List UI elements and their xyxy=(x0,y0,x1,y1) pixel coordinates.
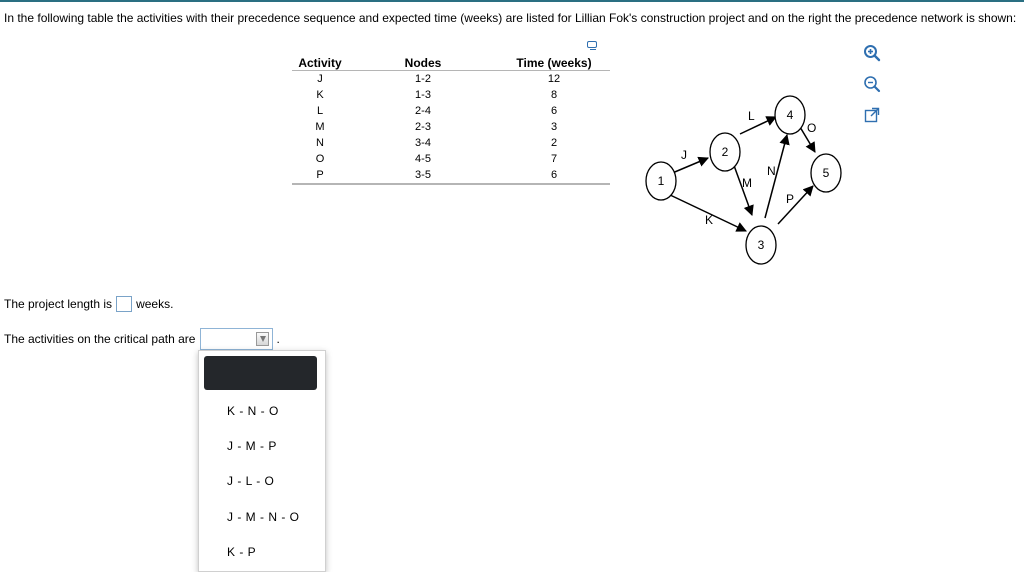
node-4 xyxy=(775,96,805,134)
activity-cell: J xyxy=(317,73,323,85)
edge-label-p: P xyxy=(786,192,795,206)
critical-path-select[interactable] xyxy=(200,328,273,350)
header-nodes: Nodes xyxy=(348,55,498,71)
table-row xyxy=(292,167,610,184)
edge-label-o: O xyxy=(807,121,817,135)
edge-label-n: N xyxy=(767,164,776,178)
node-label-5: 5 xyxy=(822,166,830,180)
dropdown-option[interactable]: J - M - P xyxy=(227,439,277,453)
critical-path-dropdown xyxy=(198,350,326,572)
node-1 xyxy=(646,162,676,200)
nodes-cell: 3-4 xyxy=(415,137,431,149)
dropdown-option-blank[interactable] xyxy=(204,356,317,390)
dropdown-option[interactable]: K - N - O xyxy=(227,404,279,418)
dropdown-option[interactable]: J - L - O xyxy=(227,474,275,488)
zoom-out-icon[interactable] xyxy=(863,75,881,93)
node-label-1: 1 xyxy=(657,174,665,188)
header-time: Time (weeks) xyxy=(498,55,610,71)
edge-l xyxy=(740,117,776,134)
zoom-in-icon[interactable] xyxy=(863,44,881,62)
nodes-cell: 2-4 xyxy=(415,105,431,117)
dropdown-option[interactable]: K - P xyxy=(227,545,257,559)
time-cell: 12 xyxy=(547,73,561,85)
table-row xyxy=(292,103,610,119)
time-cell: 3 xyxy=(550,121,558,133)
edge-label-j: J xyxy=(681,148,687,162)
top-accent-line xyxy=(0,0,1024,2)
activity-cell: K xyxy=(316,89,324,101)
time-cell: 6 xyxy=(550,105,558,117)
period-text: . xyxy=(276,332,280,346)
critical-path-label: The activities on the critical path are xyxy=(4,332,196,346)
copy-table-icon[interactable] xyxy=(587,41,597,48)
nodes-cell: 4-5 xyxy=(415,153,431,165)
time-cell: 6 xyxy=(498,167,610,184)
project-length-label: The project length is xyxy=(4,297,113,311)
project-length-input[interactable] xyxy=(116,296,132,312)
table-row xyxy=(292,151,610,167)
activity-cell: L xyxy=(316,105,324,117)
precedence-network xyxy=(630,80,870,270)
dropdown-option[interactable]: J - M - N - O xyxy=(227,510,300,524)
node-3 xyxy=(746,226,776,264)
nodes-cell: 3-5 xyxy=(348,167,498,184)
activity-table xyxy=(292,55,610,185)
activity-cell: N xyxy=(316,137,324,149)
node-5 xyxy=(811,154,841,192)
edge-label-k: K xyxy=(705,213,714,227)
activity-cell: M xyxy=(315,121,325,133)
time-cell: 2 xyxy=(550,137,558,149)
nodes-cell: 1-3 xyxy=(415,89,431,101)
node-label-3: 3 xyxy=(757,238,765,252)
table-row xyxy=(292,71,610,88)
node-2 xyxy=(710,133,740,171)
critical-path-question xyxy=(4,328,280,350)
time-cell: 7 xyxy=(550,153,558,165)
edge-p xyxy=(778,186,813,224)
edge-j xyxy=(670,158,708,174)
dropdown-arrow-icon[interactable] xyxy=(256,332,269,346)
activity-cell: P xyxy=(292,167,348,184)
edge-label-l: L xyxy=(748,109,755,123)
project-length-question xyxy=(4,296,173,312)
table-row xyxy=(292,135,610,151)
header-activity: Activity xyxy=(292,55,348,71)
table-row xyxy=(292,87,610,103)
nodes-cell: 2-3 xyxy=(415,121,431,133)
activity-cell: O xyxy=(315,153,325,165)
intro-text: In the following table the activities with their precedence sequence and expected time (weeks) are listed for Lillian Fok's construction project and on the right the precedence network is shown: xyxy=(4,11,1017,25)
table-row xyxy=(292,119,610,135)
time-cell: 8 xyxy=(550,89,558,101)
weeks-label: weeks. xyxy=(136,297,174,311)
node-label-4: 4 xyxy=(786,108,794,122)
edge-label-m: M xyxy=(742,176,752,190)
nodes-cell: 1-2 xyxy=(415,73,431,85)
external-link-icon[interactable] xyxy=(863,106,881,124)
node-label-2: 2 xyxy=(721,145,729,159)
